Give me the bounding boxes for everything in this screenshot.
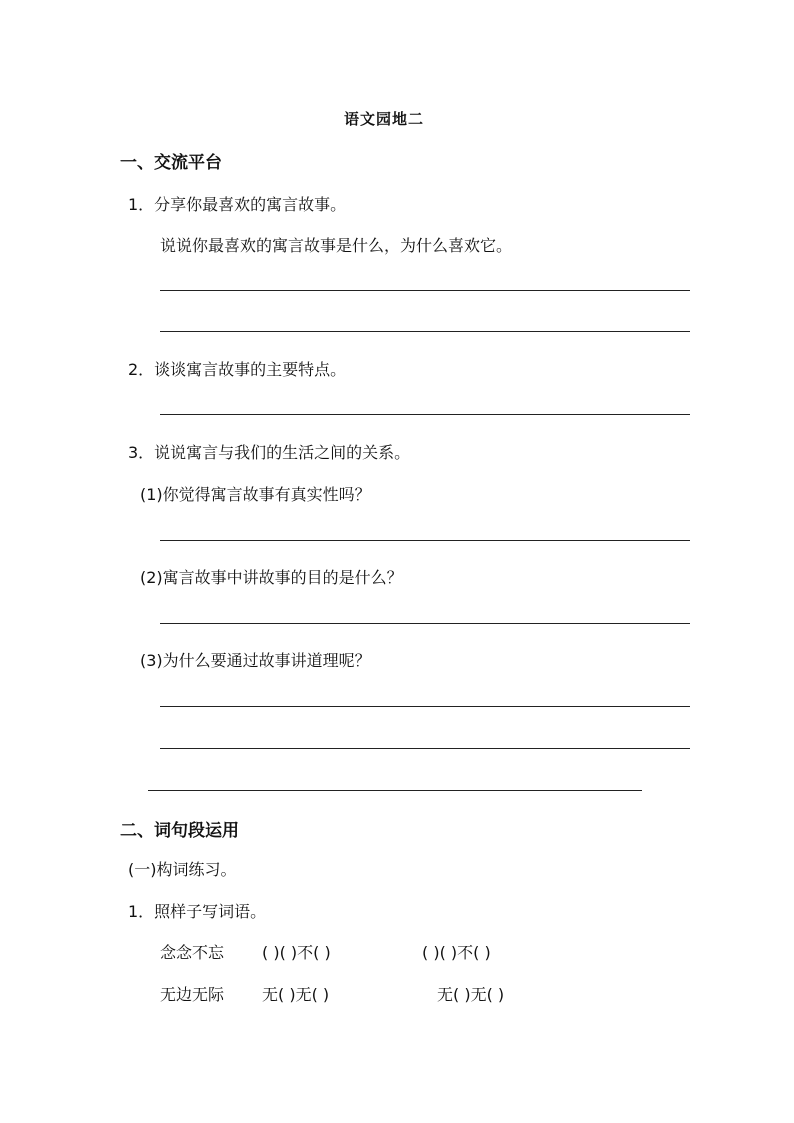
answer-line[interactable] <box>160 706 690 707</box>
answer-line[interactable] <box>148 790 642 791</box>
fill-blank-2[interactable]: ( )( )不( ) <box>422 943 491 962</box>
question-words-1: 1．照样子写词语。 <box>128 902 267 921</box>
answer-line[interactable] <box>160 623 690 624</box>
section-heading-words: 二、词句段运用 <box>120 821 239 841</box>
section-heading-exchange: 一、交流平台 <box>120 153 222 173</box>
question-1: 1．分享你最喜欢的寓言故事。 <box>128 195 347 214</box>
page-title: 语文园地二 <box>344 110 425 128</box>
answer-line[interactable] <box>160 540 690 541</box>
fill-blank-1[interactable]: ( )( )不( ) <box>262 943 331 962</box>
question-3: 3．说说寓言与我们的生活之间的关系。 <box>128 443 411 462</box>
question-2: 2．谈谈寓言故事的主要特点。 <box>128 360 347 379</box>
example-word-1: 念念不忘 <box>160 943 225 962</box>
example-word-2: 无边无际 <box>160 985 225 1004</box>
answer-line[interactable] <box>160 414 690 415</box>
question-3-2: (2)寓言故事中讲故事的目的是什么？ <box>140 568 403 587</box>
question-1-prompt: 说说你最喜欢的寓言故事是什么，为什么喜欢它。 <box>160 236 513 255</box>
fill-blank-4[interactable]: 无( )无( ) <box>437 985 505 1004</box>
answer-line[interactable] <box>160 290 690 291</box>
question-3-1: (1)你觉得寓言故事有真实性吗？ <box>140 485 371 504</box>
question-3-3: (3)为什么要通过故事讲道理呢？ <box>140 651 371 670</box>
fill-blank-3[interactable]: 无( )无( ) <box>262 985 330 1004</box>
answer-line[interactable] <box>160 331 690 332</box>
part-1-label: (一)构词练习。 <box>128 860 237 879</box>
answer-line[interactable] <box>160 748 690 749</box>
